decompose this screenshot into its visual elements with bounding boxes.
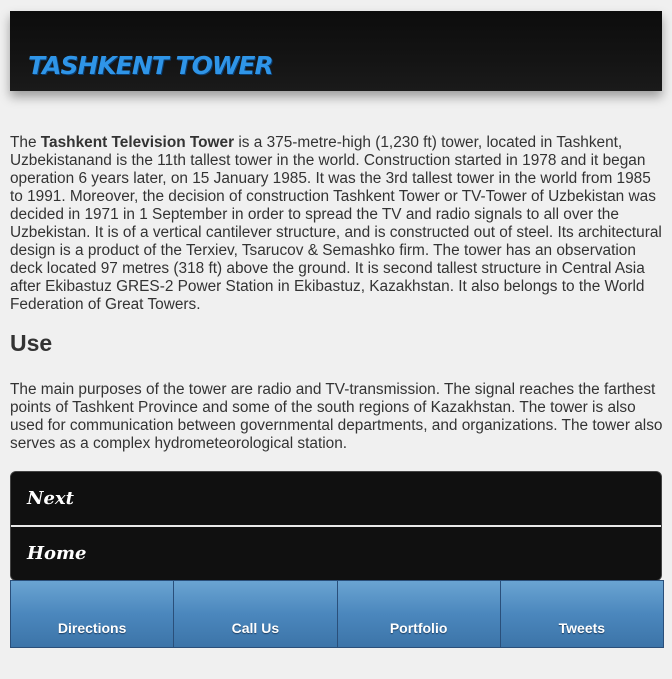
use-paragraph: The main purposes of the tower are radio and TV-transmission. The signal reaches the farthest points of Tashkent Province and some of the south regions of Kazakhstan. The tower is also used for communication between governmental departments, and organizations. The tower also serves as a complex hydrometeorological station. [10,381,663,452]
intro-prefix: The [10,134,41,151]
use-heading: Use [10,330,53,356]
intro-bold-name: Tashkent Television Tower [40,134,235,151]
intro-text: is a 375-metre-high (1,230 ft) tower, located in Tashkent, Uzbekistanand is the 11th tallest tower in the world. Construction started in 1978 and it began operation 6 years later, on 15 January 1985. It was the 3rd tallest tower in the world from 1985 to 1991. Moreover, the decision of construction Tashkent Tower or TV-Tower of Uzbekistan was decided in 1971 in 1 September in order to spread the TV and radio signals to all over the Uzbekistan. It is of a vertical cantilever structure, and is constructed out of steel. Its architectural design is a product of the Terxiev, Tsarucov & Semashko firm. The tower has an observation deck located 97 metres (318 ft) above the ground. It is second tallest structure in Central Asia after Ekibastuz GRES-2 Power Station in Ekibastuz, Kazakhstan. It also belongs to the World Federation of Great Towers. [10,134,662,313]
tab-call-us[interactable]: Call Us [174,581,337,647]
tab-tweets[interactable]: Tweets [501,581,663,647]
main-content [10,134,664,452]
tab-portfolio[interactable]: Portfolio [338,581,501,647]
nav-item-next[interactable]: Next [11,472,661,525]
intro-paragraph [10,134,664,314]
footer-tab-bar [10,580,664,648]
nav-item-home[interactable]: Home [11,525,661,580]
tab-directions[interactable]: Directions [11,581,174,647]
page-title: TASHKENT TOWER [28,51,273,80]
page-header [10,11,662,91]
nav-list [10,471,662,581]
